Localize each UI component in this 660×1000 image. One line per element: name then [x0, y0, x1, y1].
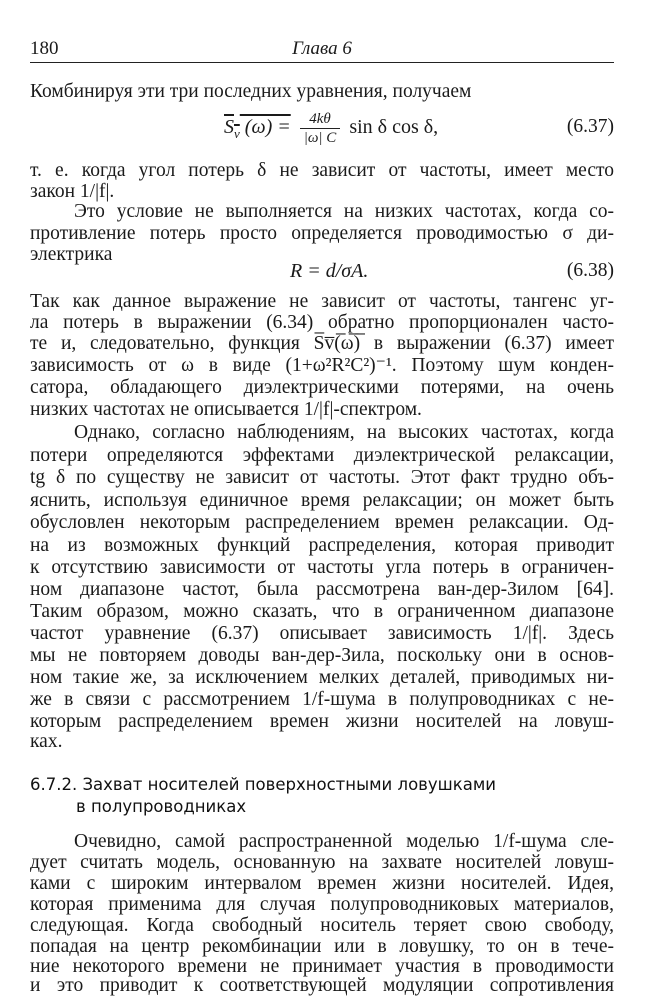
text-line: которым распределением времен жизни носителей на ловуш-: [30, 711, 614, 732]
equation-lhs-arg: (ω) =: [239, 116, 291, 139]
text-line: закон 1/|f|.: [30, 181, 115, 202]
text-line: ние некоторого времени не принимает участия в проводимости: [30, 956, 614, 977]
text-line: частот уравнение (6.37) описывает зависимость 1/|f|. Здесь: [30, 623, 614, 644]
fraction-numerator: 4kθ: [300, 110, 341, 129]
text-line: ками с широким интервалом времен жизни носителей. Идея,: [30, 873, 614, 894]
text-line: яснить, используя единичное время релаксации; он может быть: [30, 490, 614, 511]
page-number: 180: [30, 38, 59, 59]
text-line: те и, следовательно, функция S̅v̅(̅ω̅)̅ в выражении (6.37) имеет: [30, 333, 614, 354]
text-line: низких частотах не описывается 1/|f|-спектром.: [30, 399, 422, 420]
text-line: сатора, обладающего диэлектрическими потерями, на очень: [30, 377, 614, 398]
equation-body: [224, 110, 438, 147]
text-line: Однако, согласно наблюдениям, на высоких частотах, когда: [74, 422, 614, 443]
equation-number: (6.37): [566, 116, 614, 137]
text-line: следующая. Когда свободный носитель теряет свою свободу,: [30, 915, 614, 936]
section-heading-line: в полупроводниках: [76, 797, 247, 816]
text-line: дует считать модель, основанную на захвате носителей ловуш-: [30, 852, 614, 873]
text-line: Так как данное выражение не зависит от частоты, тангенс уг-: [30, 291, 614, 312]
text-line: обусловлен некоторым распределением времен релаксации. Од-: [30, 512, 614, 533]
fraction-denominator: |ω| C: [303, 130, 337, 146]
text-line: электрика: [30, 244, 113, 265]
text-line: мы не повторяем доводы ван-дер-Зила, поскольку они в основ-: [30, 645, 614, 666]
page-header: [30, 38, 614, 63]
equation-number: (6.38): [566, 260, 614, 281]
running-title: Глава 6: [292, 38, 352, 59]
text-line: Комбинируя эти три последних уравнения, получаем: [30, 81, 472, 102]
text-line: и это приводит к соответствующей модуляции сопротивления: [30, 975, 614, 996]
equation-6-37: [0, 104, 660, 164]
text-line: ла потерь в выражении (6.34) обратно пропорционален часто-: [30, 312, 614, 333]
text-line: ном такие же, за исключением мелких деталей, приводимых ни-: [30, 667, 614, 688]
equation-body: R = d/σA.: [290, 260, 369, 282]
text-line: противление потерь просто определяется проводимостью σ ди-: [30, 223, 614, 244]
text-line: ном диапазоне частот, была рассмотрена ван-дер-Зилом [64].: [30, 579, 614, 600]
text-line: же в связи с рассмотрением 1/f-шума в полупроводниках с не-: [30, 689, 614, 710]
section-heading: [30, 774, 614, 818]
text-line: tg δ по существу не зависит от частоты. Этот факт трудно объ-: [30, 467, 614, 488]
text-line: т. е. когда угол потерь δ не зависит от частоты, имеет место: [30, 160, 614, 181]
text-line: потери определяются эффектами диэлектрической релаксации,: [30, 445, 614, 466]
equation-6-38: [0, 260, 660, 290]
text-line: которая применима для случая полупроводниковых материалов,: [30, 894, 614, 915]
equation-lhs-symbol: S: [224, 116, 234, 139]
equation-rhs: sin δ cos δ,: [349, 116, 439, 139]
equation-fraction: [300, 110, 341, 147]
equation-lhs-sub: v: [234, 126, 240, 142]
text-line: на из возможных функций распределения, которая приводит: [30, 535, 614, 556]
equation-lhs: [224, 116, 291, 142]
text-line: ках.: [30, 731, 63, 752]
section-heading-line: 6.7.2. Захват носителей поверхностными ловушками: [30, 775, 496, 794]
text-line: Очевидно, самой распространенной моделью 1/f-шума сле-: [74, 831, 614, 852]
text-line: Таким образом, можно сказать, что в ограниченном диапазоне: [30, 601, 614, 622]
text-line: Это условие не выполняется на низких частотах, когда со-: [74, 201, 614, 222]
text-line: попадая на центр рекомбинации или в ловушку, то он в тече-: [30, 936, 614, 957]
text-line: зависимость от ω в виде (1+ω²R²C²)⁻¹. Поэтому шум конден-: [30, 355, 614, 376]
text-line: к отсутствию зависимости от частоты угла потерь в ограничен-: [30, 557, 614, 578]
